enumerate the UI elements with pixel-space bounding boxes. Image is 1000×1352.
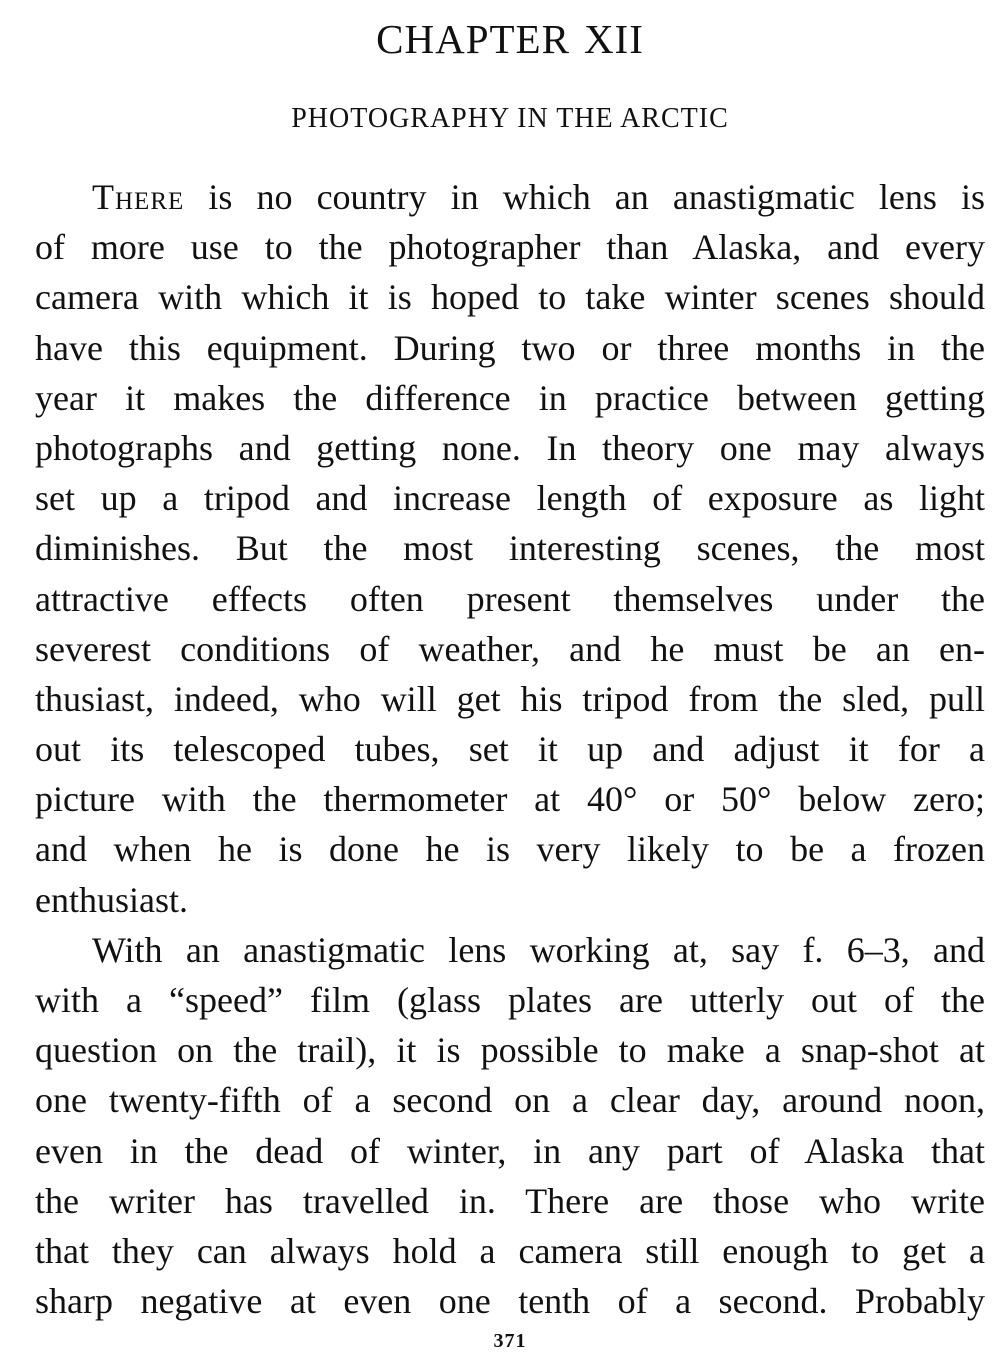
book-page — [35, 0, 985, 1352]
text-line — [35, 172, 985, 222]
chapter-number: XII — [583, 16, 644, 62]
chapter-label: CHAPTER — [376, 16, 570, 62]
text-line: have this equipment. During two or three months in the — [35, 327, 985, 368]
text-line: that they can always hold a camera still enough to get a — [35, 1230, 985, 1271]
text-line: picture with the thermometer at 40° or 50° below zero; — [35, 779, 985, 820]
text-line: camera with which it is hoped to take winter scenes should — [35, 277, 985, 318]
text-line: of more use to the photographer than Alaska, and every — [35, 227, 985, 268]
text-line: photographs and getting none. In theory one may always — [35, 427, 985, 468]
text-line: one twenty-fifth of a second on a clear day, around noon, — [35, 1080, 985, 1121]
text-line: attractive effects often present themselves under the — [35, 578, 985, 619]
text-line: even in the dead of winter, in any part of Alaska that — [35, 1130, 985, 1171]
text-line: sharp negative at even one tenth of a second. Probably — [35, 1281, 985, 1322]
text-line: severest conditions of weather, and he must be an en- — [35, 628, 985, 669]
text-line: question on the trail), it is possible to make a snap-shot at — [35, 1030, 985, 1071]
text-line: set up a tripod and increase length of exposure as light — [35, 478, 985, 519]
text-line-content: is no country in which an anastigmatic lens is — [184, 177, 985, 217]
chapter-heading — [35, 14, 985, 64]
lead-word: There — [92, 177, 185, 217]
text-line: the writer has travelled in. There are those who write — [35, 1180, 985, 1221]
text-line: thusiast, indeed, who will get his tripod from the sled, pull — [35, 678, 985, 719]
text-line: and when he is done he is very likely to be a frozen — [35, 829, 985, 870]
text-line: out its telescoped tubes, set it up and adjust it for a — [35, 729, 985, 770]
page-number: 371 — [493, 1330, 527, 1352]
text-line: year it makes the difference in practice between getting — [35, 377, 985, 418]
body-text — [35, 172, 985, 1326]
chapter-subtitle: PHOTOGRAPHY IN THE ARCTIC — [291, 103, 729, 134]
text-line: with a “speed” film (glass plates are utterly out of the — [35, 980, 985, 1020]
text-line: enthusiast. — [35, 879, 188, 920]
text-line: With an anastigmatic lens working at, say f. 6–3, and — [92, 929, 985, 970]
text-line: diminishes. But the most interesting scenes, the most — [35, 528, 985, 569]
